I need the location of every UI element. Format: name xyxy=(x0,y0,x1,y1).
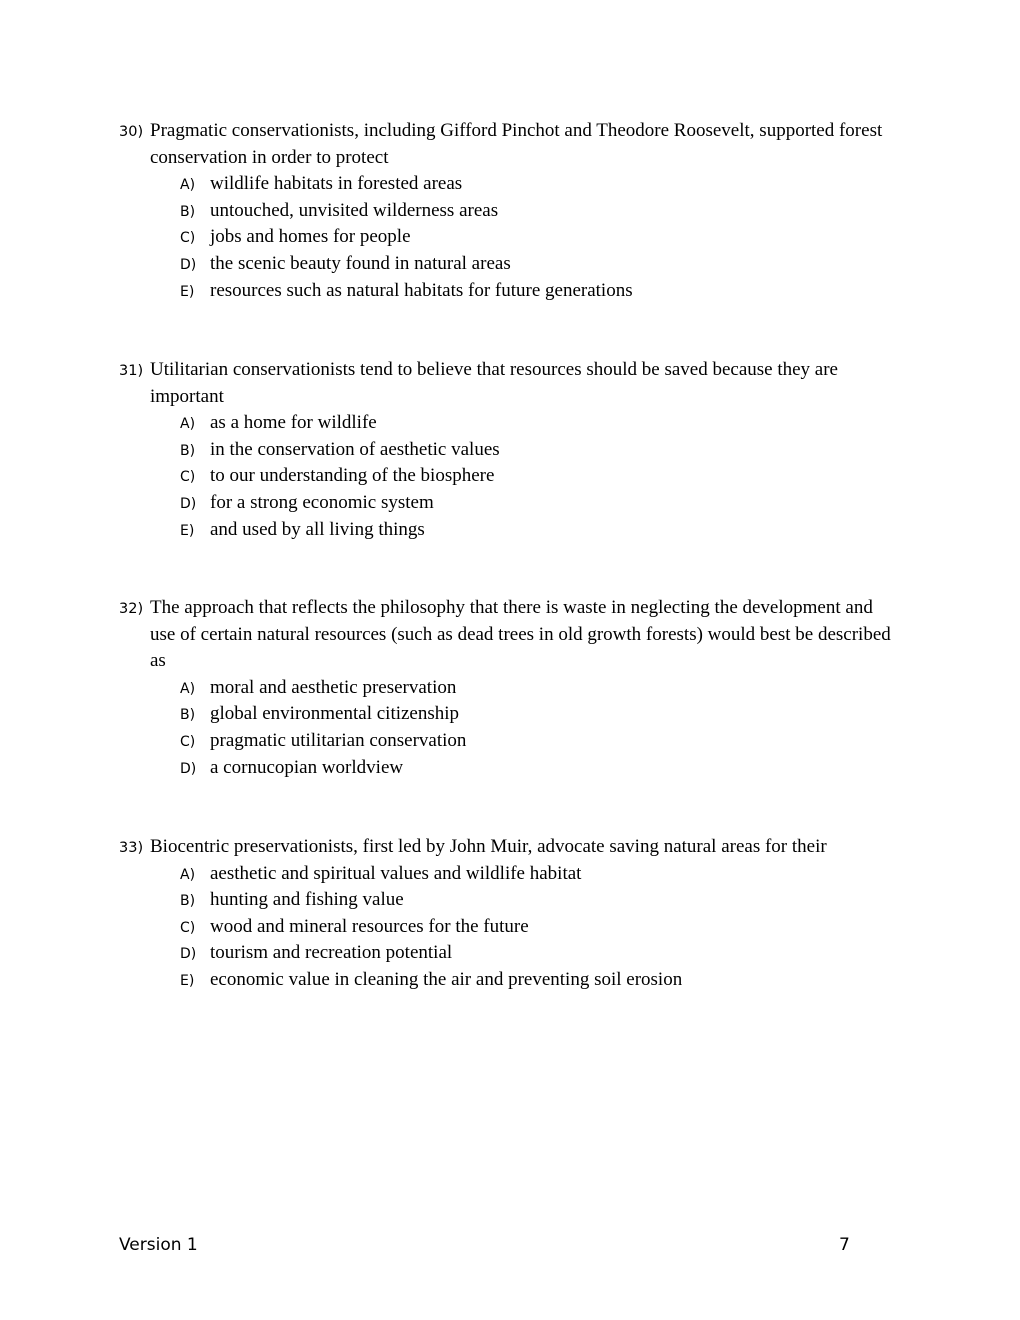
question-stem xyxy=(119,118,894,171)
question-32 xyxy=(119,595,894,781)
option-text: economic value in cleaning the air and preventing soil erosion xyxy=(210,968,683,990)
option-letter: B) xyxy=(180,707,196,724)
answer-option xyxy=(119,675,894,702)
answer-option xyxy=(119,887,894,914)
option-letter: D) xyxy=(180,495,197,512)
question-number: 33) xyxy=(119,840,144,856)
option-text: wildlife habitats in forested areas xyxy=(210,173,463,195)
question-stem xyxy=(119,357,894,410)
option-text: in the conservation of aesthetic values xyxy=(210,438,500,460)
answer-option xyxy=(119,967,894,994)
option-letter: A) xyxy=(180,416,196,433)
option-letter: C) xyxy=(180,230,196,247)
option-text: hunting and fishing value xyxy=(210,889,404,911)
option-letter: C) xyxy=(180,469,196,486)
question-number: 31) xyxy=(119,363,144,379)
footer-version: Version 1 xyxy=(119,1235,198,1255)
option-letter: C) xyxy=(180,919,196,936)
answer-option xyxy=(119,914,894,941)
option-letter: A) xyxy=(180,680,196,697)
option-letter: A) xyxy=(180,177,196,194)
option-text: a cornucopian worldview xyxy=(210,756,404,778)
question-stem xyxy=(119,595,894,675)
question-number: 32) xyxy=(119,601,144,617)
option-letter: B) xyxy=(180,203,196,220)
answer-options xyxy=(119,171,894,304)
answer-option xyxy=(119,437,894,464)
question-number: 30) xyxy=(119,124,144,140)
answer-option xyxy=(119,463,894,490)
option-text: and used by all living things xyxy=(210,518,425,540)
answer-options xyxy=(119,410,894,543)
option-text: untouched, unvisited wilderness areas xyxy=(210,199,499,221)
question-text: The approach that reflects the philosophy that there is waste in neglecting the development and use of certain natural resources (such as dead trees in old growth forests) would best be described as xyxy=(150,597,891,672)
option-letter: E) xyxy=(180,522,195,539)
question-33 xyxy=(119,834,894,994)
question-30 xyxy=(119,118,894,304)
option-text: pragmatic utilitarian conservation xyxy=(210,729,467,751)
option-letter: E) xyxy=(180,283,195,300)
option-letter: D) xyxy=(180,946,197,963)
option-letter: D) xyxy=(180,760,197,777)
question-31 xyxy=(119,357,894,543)
answer-option xyxy=(119,224,894,251)
answer-option xyxy=(119,517,894,544)
option-text: jobs and homes for people xyxy=(210,226,411,248)
answer-option xyxy=(119,410,894,437)
answer-option xyxy=(119,171,894,198)
question-stem xyxy=(119,834,894,861)
option-text: moral and aesthetic preservation xyxy=(210,676,457,698)
answer-option xyxy=(119,701,894,728)
option-letter: B) xyxy=(180,893,196,910)
option-letter: A) xyxy=(180,866,196,883)
option-text: aesthetic and spiritual values and wildlife habitat xyxy=(210,862,582,884)
option-text: as a home for wildlife xyxy=(210,412,377,434)
answer-option xyxy=(119,278,894,305)
answer-option xyxy=(119,198,894,225)
answer-options xyxy=(119,675,894,781)
question-text: Biocentric preservationists, first led by John Muir, advocate saving natural areas for their xyxy=(150,836,827,857)
answer-option xyxy=(119,490,894,517)
option-text: resources such as natural habitats for future generations xyxy=(210,279,633,301)
answer-option xyxy=(119,728,894,755)
option-letter: D) xyxy=(180,256,197,273)
option-text: the scenic beauty found in natural areas xyxy=(210,252,511,274)
option-text: wood and mineral resources for the future xyxy=(210,915,529,937)
answer-option xyxy=(119,251,894,278)
option-letter: E) xyxy=(180,972,195,989)
option-text: global environmental citizenship xyxy=(210,703,460,725)
option-letter: B) xyxy=(180,442,196,459)
option-letter: C) xyxy=(180,733,196,750)
question-text: Utilitarian conservationists tend to believe that resources should be saved because they are important xyxy=(150,359,838,407)
answer-options xyxy=(119,861,894,994)
option-text: for a strong economic system xyxy=(210,491,434,513)
option-text: tourism and recreation potential xyxy=(210,942,453,964)
answer-option xyxy=(119,755,894,782)
question-text: Pragmatic conservationists, including Gifford Pinchot and Theodore Roosevelt, supported forest conservation in order to protect xyxy=(150,120,883,168)
footer-page-number: 7 xyxy=(839,1235,850,1255)
option-text: to our understanding of the biosphere xyxy=(210,465,495,487)
answer-option xyxy=(119,861,894,888)
answer-option xyxy=(119,940,894,967)
